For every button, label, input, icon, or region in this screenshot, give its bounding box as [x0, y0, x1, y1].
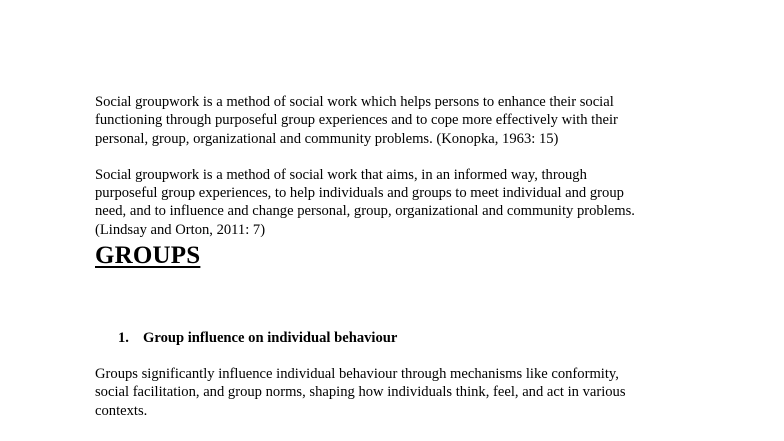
definition-paragraph-konopka [95, 93, 695, 148]
body-paragraph [95, 365, 626, 420]
document-page [95, 93, 695, 419]
list-item-number: 1. [118, 330, 129, 346]
paragraph-line: functioning through purposeful group experiences and to cope more effectively with their [95, 112, 618, 129]
paragraph-line: social facilitation, and group norms, shaping how individuals think, feel, and act in various [95, 384, 626, 401]
paragraph-line: Groups significantly influence individual behaviour through mechanisms like conformity, [95, 366, 619, 382]
paragraph-line: contexts. [95, 402, 148, 419]
paragraph-line: Social groupwork is a method of social work that aims, in an informed way, through [95, 166, 587, 183]
list-item-title: Group influence on individual behaviour [143, 330, 398, 346]
definition-paragraph-lindsay-orton [95, 166, 695, 239]
paragraph-line: need, and to influence and change personal, group, organizational and community problems. [95, 203, 635, 220]
paragraph-line: personal, group, organizational and community problems. (Konopka, 1963: 15) [95, 130, 559, 147]
paragraph-line: (Lindsay and Orton, 2011: 7) [95, 221, 266, 238]
section-heading-groups: GROUPS [95, 242, 201, 270]
paragraph-line: purposeful group experiences, to help individuals and groups to meet individual and group [95, 185, 624, 202]
list-item [118, 329, 397, 347]
paragraph-line: Social groupwork is a method of social work which helps persons to enhance their social [95, 94, 614, 110]
numbered-list [118, 329, 397, 347]
